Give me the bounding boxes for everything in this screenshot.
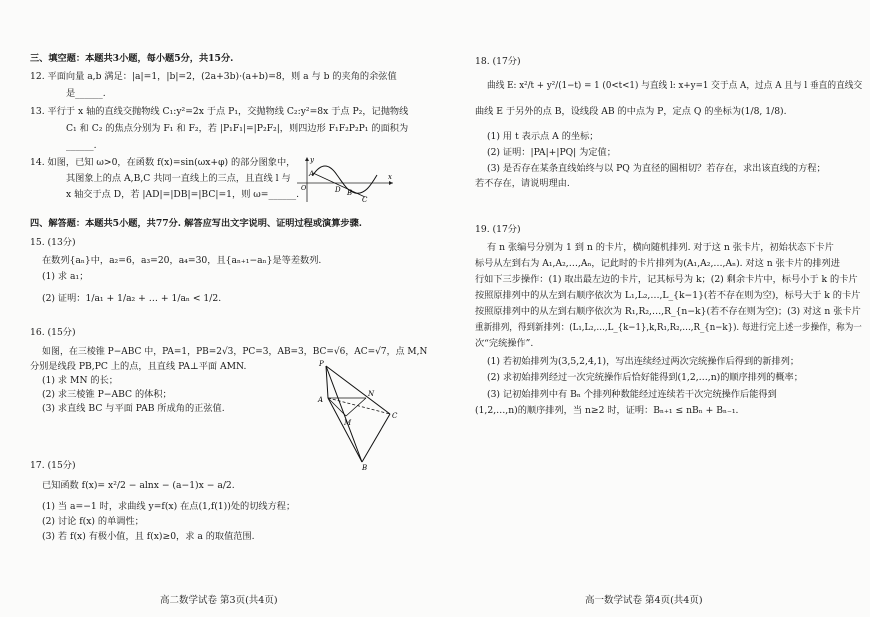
q18-line1: 曲线 E: x²/t + y²/(1−t) = 1 (0<t<1) 与直线 l: x+y=1 交于点 A，过点 A 且与 l 垂直的直线交 <box>487 80 863 91</box>
q19-p6: 重新排列，得到新排列：(L₁,L₂,…,L_{k−1},k,R₁,R₂,…,R_{n−k}). 每进行完上述一步操作，称为一 <box>475 322 862 333</box>
label-B16: B <box>362 464 368 472</box>
q17-part2: (2) 讨论 f(x) 的单调性； <box>42 516 144 527</box>
label-x: x <box>388 173 392 181</box>
q14-line1: 14. 如图，已知 ω>0，在函数 f(x)=sin(ωx+φ) 的部分图象中， <box>30 157 296 168</box>
label-P: P <box>319 360 324 368</box>
label-M: M <box>344 419 352 427</box>
label-y: y <box>310 156 314 164</box>
q17-part1: (1) 当 a=−1 时，求曲线 y=f(x) 在点(1,f(1))处的切线方程； <box>42 501 296 512</box>
q19-p2: 标号从左到右为 A₁,A₂,…,Aₙ，记此时的卡片排列为(A₁,A₂,…,Aₙ). 对这 n 张卡片的排列进 <box>475 258 840 269</box>
q19-title: 19. (17分) <box>475 224 521 235</box>
q16-line2: 分别是线段 PB,PC 上的点，且直线 PA⊥平面 AMN. <box>30 361 247 372</box>
sine-curve <box>313 166 377 193</box>
q18-part3: (3) 是否存在某条直线始终与以 PQ 为直径的圆相切？若存在，求出该直线的方程； <box>487 163 826 174</box>
q17-title: 17. (15分) <box>30 460 76 471</box>
q16-part2: (2) 求三棱锥 P−ABC 的体积； <box>42 389 172 400</box>
q16-part1: (1) 求 MN 的长； <box>42 375 118 386</box>
section3-heading: 三、填空题：本题共3小题，每小题5分，共15分. <box>30 53 234 64</box>
label-A16: A <box>318 396 324 404</box>
q17-line1: 已知函数 f(x)= x²/2 − alnx − (a−1)x − a/2. <box>42 480 235 491</box>
q18-line2: 曲线 E 于另外的点 B，设线段 AB 的中点为 P，定点 Q 的坐标为(1/8, 1/8). <box>475 106 787 117</box>
q18-title: 18. (17分) <box>475 56 521 67</box>
label-A: A <box>309 170 315 178</box>
q16-part3: (3) 求直线 BC 与平面 PAB 所成角的正弦值. <box>42 403 225 414</box>
q18-part2: (2) 证明：|PA|+|PQ| 为定值； <box>487 147 616 158</box>
q15-title: 15. (13分) <box>30 237 76 248</box>
q19-part1: (1) 若初始排列为(3,5,2,4,1)，写出连续经过两次完统操作后得到的新排列； <box>487 356 800 367</box>
q16-line1: 如图，在三棱锥 P−ABC 中，PA=1，PB=2√3，PC=3，AB=3，BC=√6，AC=√7，点 M,N <box>42 346 428 357</box>
q19-p3: 行如下三步操作：(1) 取出最左边的卡片，记其标号为 k；(2) 剩余卡片中，标号小于 k 的卡片 <box>475 274 858 285</box>
left-footer: 高二数学试卷 第3页(共4页) <box>160 595 278 606</box>
q18-part1: (1) 用 t 表示点 A 的坐标； <box>487 131 599 142</box>
q14-line3: x 轴交于点 D，若 |AD|=|DB|=|BC|=1，则 ω=______. <box>66 189 299 200</box>
q16-figure <box>318 358 398 472</box>
label-D: D <box>335 186 341 194</box>
q19-p4: 按照原排列中的从左到右顺序依次为 L₁,L₂,…,L_{k−1}(若不存在则为空)，标号大于 k 的卡片 <box>475 290 861 301</box>
q14-line2: 其图象上的点 A,B,C 共同一直线上的三点，且直线 l 与 <box>66 173 291 184</box>
q15-part2: (2) 证明：1/a₁ + 1/a₂ + … + 1/aₙ < 1/2. <box>42 293 222 304</box>
section4-heading: 四、解答题：本题共5小题，共77分. 解答应写出文字说明、证明过程或演算步骤. <box>30 218 362 229</box>
q13-line2: C₁ 和 C₂ 的焦点分别为 F₁ 和 F₂，若 |P₁F₁|=|P₂F₂|，则四边形 F₁F₂P₂P₁ 的面积为 <box>66 123 409 134</box>
right-footer: 高一数学试卷 第4页(共4页) <box>585 595 703 606</box>
label-C: C <box>362 196 368 204</box>
q14-figure <box>295 155 395 205</box>
q15-part1: (1) 求 a₁； <box>42 271 89 282</box>
q12-line1: 12. 平面向量 a,b 满足：|a|=1，|b|=2，(2a+3b)·(a+b)=8，则 a 与 b 的夹角的余弦值 <box>30 71 397 82</box>
q19-p5: 按照原排列中的从左到右顺序依次为 R₁,R₂,…,R_{n−k}(若不存在则为空)；(3) 对这 n 张卡片 <box>475 306 861 317</box>
q12-line2: 是______. <box>66 88 106 99</box>
label-B: B <box>347 189 353 197</box>
q15-line1: 在数列{aₙ}中，a₂=6，a₃=20，a₄=30，且{aₙ₊₁−aₙ}是等差数列. <box>42 255 322 266</box>
q17-part3: (3) 若 f(x) 有极小值，且 f(x)≥0，求 a 的取值范围. <box>42 531 255 542</box>
label-O: O <box>301 184 307 192</box>
q19-part3a: (3) 记初始排列中有 Bₙ 个排列种数能经过连续若干次完统操作后能得到 <box>487 389 777 400</box>
right-page <box>435 0 870 617</box>
q13-line1: 13. 平行于 x 轴的直线交抛物线 C₁:y²=2x 于点 P₁，交抛物线 C₂:y²=8x 于点 P₂，记抛物线 <box>30 106 409 117</box>
q16-title: 16. (15分) <box>30 327 76 338</box>
label-N: N <box>368 390 375 398</box>
q19-p7: 次“完统操作”. <box>475 338 534 349</box>
q18-part3b: 若不存在，请说明理由. <box>475 178 570 189</box>
q19-part2: (2) 求初始排列经过一次完统操作后恰好能得到(1,2,…,n)的顺序排列的概率； <box>487 372 803 383</box>
q13-line3: ______. <box>66 140 97 151</box>
label-C16: C <box>392 412 398 420</box>
q19-p1: 有 n 张编号分别为 1 到 n 的卡片，横向随机排列. 对于这 n 张卡片，初始状态下卡片 <box>487 242 834 253</box>
q19-part3b: (1,2,…,n)的顺序排列，当 n≥2 时，证明：Bₙ₊₁ ≤ nBₙ + Bₙ₋₁. <box>475 405 739 416</box>
